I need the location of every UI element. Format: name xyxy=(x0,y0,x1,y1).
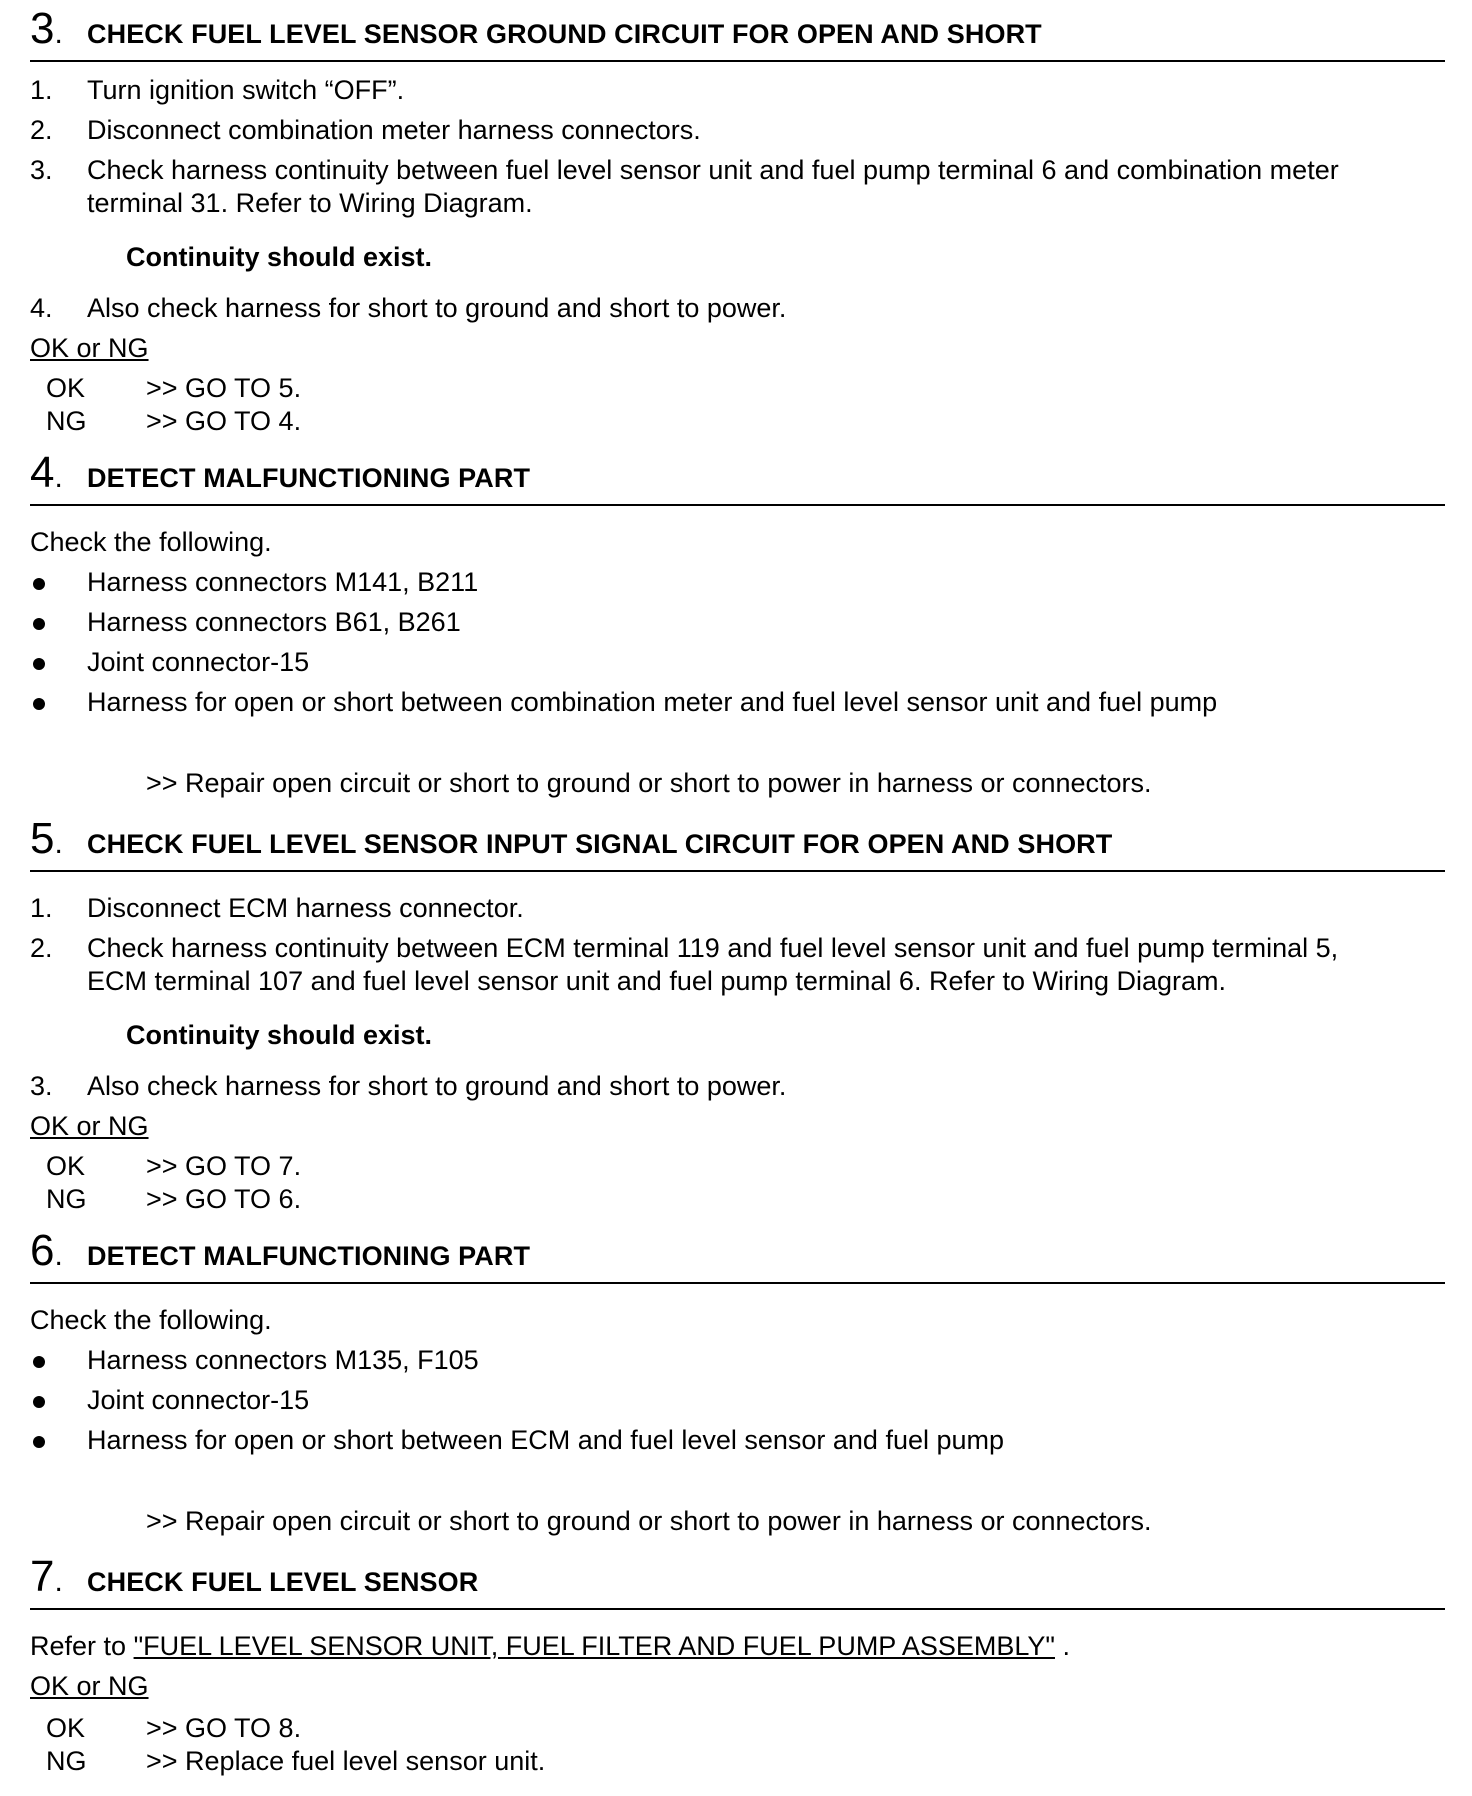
step-7-refer xyxy=(30,1630,1070,1662)
step-5 xyxy=(30,814,1445,872)
step-7-refer-suffix: . xyxy=(1062,1631,1071,1661)
step-6-number: 6 . xyxy=(30,1229,63,1278)
step-4-header xyxy=(30,448,1445,506)
bullet-icon xyxy=(33,1356,45,1368)
step-6-header xyxy=(30,1226,1445,1284)
step-7-header xyxy=(30,1552,1445,1610)
step-3-ok-action: >> GO TO 5. xyxy=(146,373,302,403)
step-3-item-3-line-2: terminal 31. Refer to Wiring Diagram. xyxy=(87,188,533,218)
step-6-action: >> Repair open circuit or short to ground or short to power in harness or connectors. xyxy=(146,1506,1152,1536)
step-3-note: Continuity should exist. xyxy=(126,242,433,272)
bullet-icon xyxy=(33,618,45,630)
step-7 xyxy=(30,1552,1445,1610)
step-6 xyxy=(30,1226,1445,1284)
step-7-title: CHECK FUEL LEVEL SENSOR xyxy=(87,1567,479,1597)
step-4 xyxy=(30,448,1445,506)
step-3-ok-ng: OK or NG xyxy=(30,333,149,363)
step-4-intro: Check the following. xyxy=(30,527,272,557)
step-6-intro: Check the following. xyxy=(30,1305,272,1335)
step-3-item-4-text: Also check harness for short to ground and short to power. xyxy=(87,293,787,323)
step-3-ok-label: OK xyxy=(46,373,86,403)
step-3-ng-action: >> GO TO 4. xyxy=(146,406,302,436)
step-5-ok-label: OK xyxy=(46,1151,86,1181)
bullet-icon xyxy=(33,1396,45,1408)
step-4-title: DETECT MALFUNCTIONING PART xyxy=(87,463,531,493)
step-5-title: CHECK FUEL LEVEL SENSOR INPUT SIGNAL CIRCUIT FOR OPEN AND SHORT xyxy=(87,829,1113,859)
step-5-ok-ng: OK or NG xyxy=(30,1111,149,1141)
step-7-ok-label: OK xyxy=(46,1713,86,1743)
step-3-item-2-text: Disconnect combination meter harness connectors. xyxy=(87,115,701,145)
step-3-title: CHECK FUEL LEVEL SENSOR GROUND CIRCUIT FOR OPEN AND SHORT xyxy=(87,19,1042,49)
assembly-link[interactable]: "FUEL LEVEL SENSOR UNIT, FUEL FILTER AND FUEL PUMP ASSEMBLY" xyxy=(133,1631,1055,1661)
step-7-refer-prefix: Refer to xyxy=(30,1631,127,1661)
step-5-note: Continuity should exist. xyxy=(126,1020,433,1050)
bullet-icon xyxy=(33,698,45,710)
step-7-ng-label: NG xyxy=(46,1746,87,1776)
bullet-icon xyxy=(33,1436,45,1448)
step-5-header xyxy=(30,814,1445,872)
step-7-ok-action: >> GO TO 8. xyxy=(146,1713,302,1743)
step-4-number: 4 . xyxy=(30,451,63,500)
bullet-icon xyxy=(33,658,45,670)
step-5-ok-action: >> GO TO 7. xyxy=(146,1151,302,1181)
step-7-ok-ng: OK or NG xyxy=(30,1671,149,1701)
step-7-number: 7 . xyxy=(30,1555,63,1604)
step-3-item-1-text: Turn ignition switch “OFF”. xyxy=(87,75,405,105)
step-3 xyxy=(30,0,1445,62)
step-3-number: 3 . xyxy=(30,7,63,56)
step-3-ng-label: NG xyxy=(46,406,87,436)
document-page: 3 . CHECK FUEL LEVEL SENSOR GROUND CIRCUIT FOR OPEN AND SHORT 1. Turn ignition switch “OFF”. 2. Disconnect combination meter harness connectors. 3. Check harness continuity between fuel level sensor unit and fuel pump terminal 6 and combination meter terminal 31. Refer to Wiring Diagram. Continuity should exist. 4. Also check harness for short to ground and short to power. OK or NG OK >> GO TO 5. NG >> GO TO 4. 4 . DETECT MALFUNCTIONING PART Check the following. Harness connectors M141, B211 Harness connectors B61, B261 Joint connector-15 Harness for open or short between combination meter and fuel level sensor unit and fuel pump >> Repair open circuit or short to ground or short to power in harness or connectors. 5 . CHECK FUEL LEVEL SENSOR INPUT SIGNAL CIRCUIT FOR OPEN AND SHORT 1. Disconnect ECM harness connector. 2. Check harness continuity between ECM terminal 119 and fuel level sensor unit and fuel pump terminal 5, ECM terminal 107 and fuel level sensor unit and fuel pump terminal 6. Refer to Wiring Diagram. Continuity should exist. 3. Also check harness for short to ground and short to power. OK or NG OK >> GO TO 7. NG >> GO TO 6. 6 . DETECT MALFUNCTIONING PART Check the following. Harness connectors M135, F105 Joint connector-15 Harness for open or short between ECM and fuel level sensor and fuel pump >> Repair open circuit or short to ground or short to power in harness or connectors. 7 . CHECK FUEL LEVEL SENSOR Refer to "FUEL LEVEL SENSOR UNIT, FUEL FILTER AND FUEL PUMP ASSEMBLY" . OK or NG OK >> GO TO 8. NG >> Replace fuel level sensor unit. xyxy=(0,0,1472,1796)
step-5-ng-label: NG xyxy=(46,1184,87,1214)
step-3-header xyxy=(30,0,1445,62)
step-5-ng-action: >> GO TO 6. xyxy=(146,1184,302,1214)
step-5-number: 5 . xyxy=(30,817,63,866)
step-6-title: DETECT MALFUNCTIONING PART xyxy=(87,1241,531,1271)
bullet-icon xyxy=(33,578,45,590)
step-3-item-3-line-1: Check harness continuity between fuel level sensor unit and fuel pump terminal 6 and combination meter xyxy=(87,155,1339,185)
step-7-ng-action: >> Replace fuel level sensor unit. xyxy=(146,1746,546,1776)
step-4-action: >> Repair open circuit or short to ground or short to power in harness or connectors. xyxy=(146,768,1152,798)
